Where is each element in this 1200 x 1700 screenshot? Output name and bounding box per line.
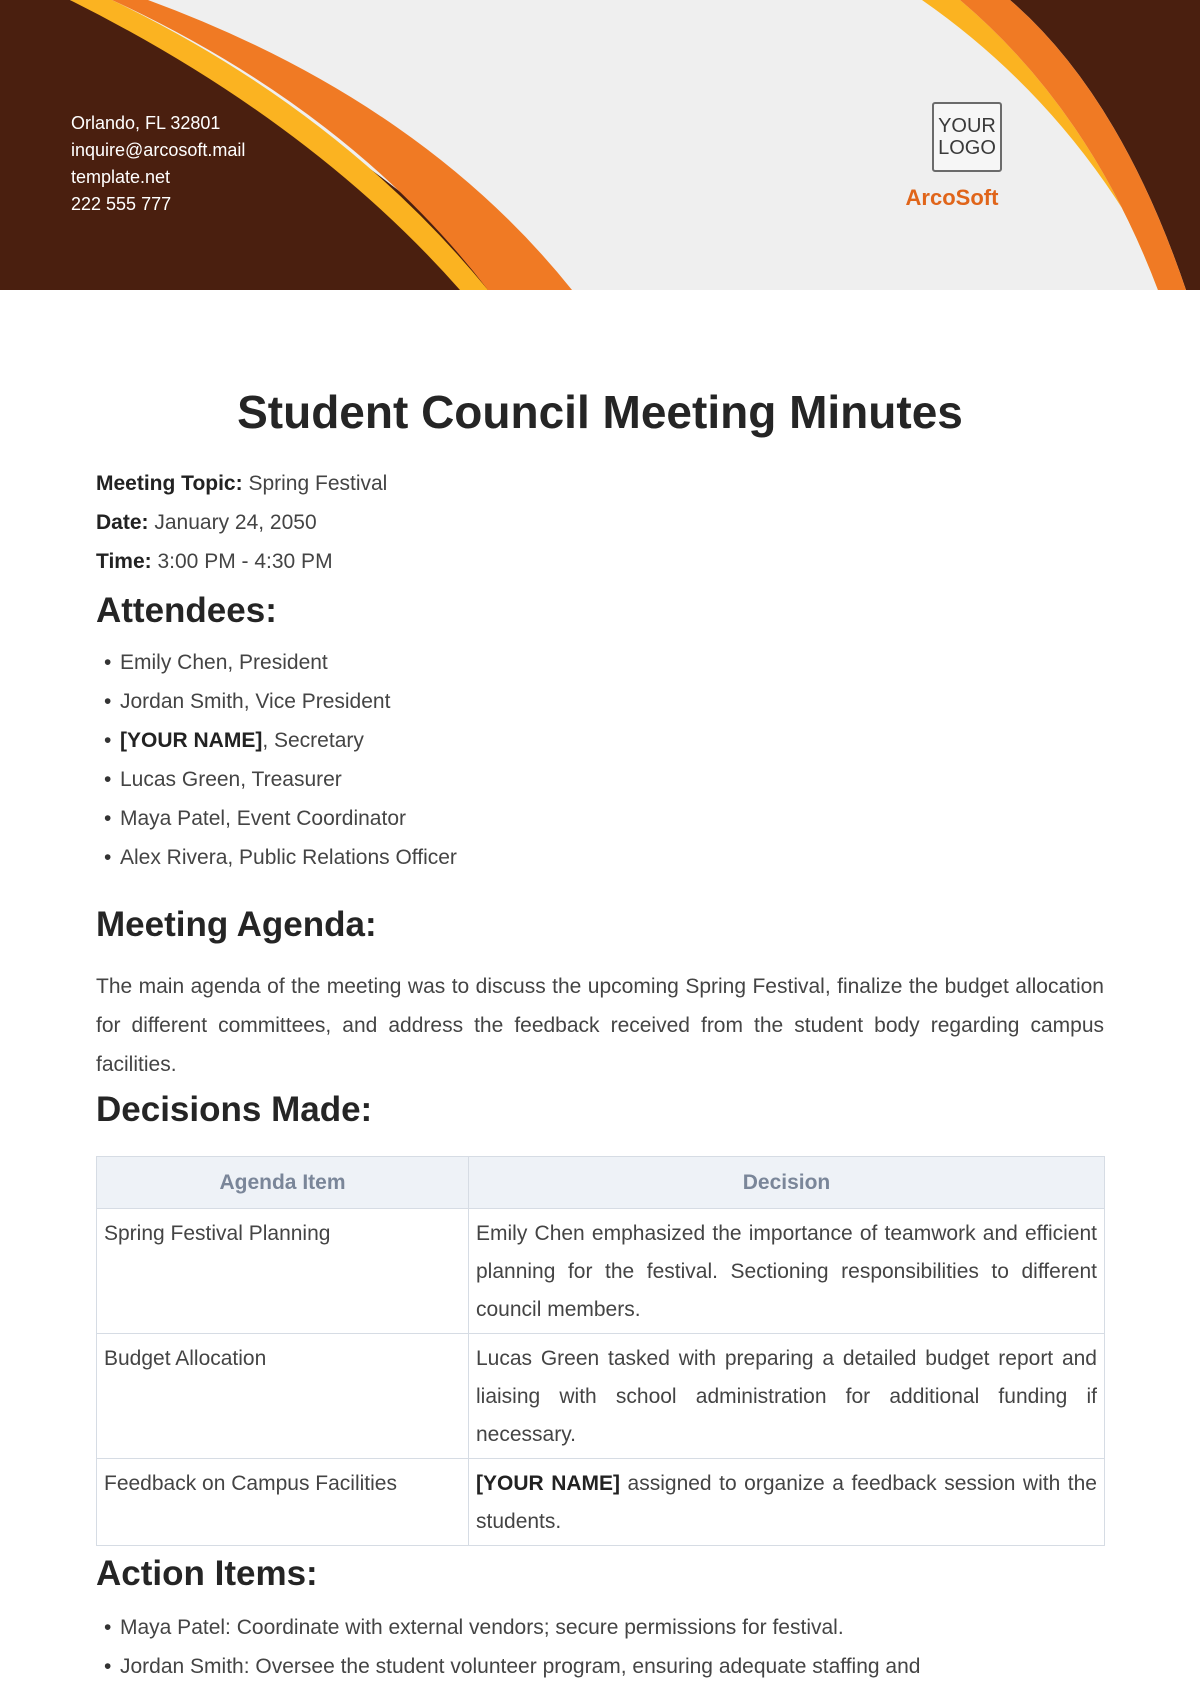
attendee-role: , Treasurer	[240, 768, 342, 791]
meeting-topic	[96, 464, 1104, 503]
column-header-agenda-item: Agenda Item	[97, 1157, 469, 1209]
decision-text: Emily Chen emphasized the importance of teamwork and efficient planning for the festival. Sectioning responsibilities to different council members.	[476, 1222, 1097, 1321]
column-header-decision: Decision	[469, 1157, 1105, 1209]
decisions-heading: Decisions Made:	[96, 1090, 373, 1129]
meeting-time-value: 3:00 PM - 4:30 PM	[157, 550, 333, 573]
decision-cell	[469, 1209, 1105, 1334]
attendee-item	[96, 643, 1104, 682]
table-row	[97, 1209, 1105, 1334]
attendees-heading: Attendees:	[96, 591, 277, 630]
table-header-row	[97, 1157, 1105, 1209]
contact-phone: 222 555 777	[71, 194, 172, 214]
action-items-list	[96, 1608, 1104, 1686]
attendee-role: , Vice President	[243, 690, 391, 713]
table-row	[97, 1459, 1105, 1546]
contact-address: Orlando, FL 32801	[71, 113, 221, 133]
attendee-name: Lucas Green	[120, 768, 241, 791]
decision-cell	[469, 1334, 1105, 1459]
attendee-name: Alex Rivera	[120, 846, 228, 869]
attendee-name-placeholder: [YOUR NAME]	[120, 729, 263, 752]
attendees-list	[96, 643, 1104, 877]
document-body	[96, 380, 1104, 1686]
attendee-item	[96, 682, 1104, 721]
agenda-paragraph: The main agenda of the meeting was to discuss the upcoming Spring Festival, finalize the budget allocation for different committees, and address the feedback received from the student body regarding campus facilities.	[96, 975, 1104, 1076]
action-item: • Jordan Smith: Oversee the student volunteer program, ensuring adequate staffing and	[96, 1647, 1104, 1686]
attendee-role: , Secretary	[262, 729, 364, 752]
meeting-date-label: Date:	[96, 511, 149, 534]
agenda-item-cell: Budget Allocation	[97, 1334, 469, 1459]
contact-block	[71, 110, 245, 218]
attendee-name: Emily Chen	[120, 651, 228, 674]
meeting-date-value: January 24, 2050	[154, 511, 317, 534]
agenda-item-cell: Feedback on Campus Facilities	[97, 1459, 469, 1546]
decision-name-placeholder: [YOUR NAME]	[476, 1472, 621, 1495]
contact-email[interactable]: inquire@arcosoft.mail	[71, 140, 246, 160]
meeting-time-label: Time:	[96, 550, 152, 573]
decision-text: assigned to organize a feedback session with the students.	[476, 1472, 1097, 1533]
table-row	[97, 1334, 1105, 1459]
attendee-item	[96, 838, 1104, 877]
agenda-item-cell: Spring Festival Planning	[97, 1209, 469, 1334]
meeting-topic-label: Meeting Topic:	[96, 472, 243, 495]
meeting-topic-value: Spring Festival	[248, 472, 388, 495]
decision-text: Lucas Green tasked with preparing a detailed budget report and liaising with school administration for additional funding if necessary.	[476, 1347, 1097, 1446]
agenda-heading: Meeting Agenda:	[96, 905, 377, 944]
attendee-name: Maya Patel	[120, 807, 226, 830]
action-item: • Maya Patel: Coordinate with external vendors; secure permissions for festival.	[96, 1608, 1104, 1647]
page-title: Student Council Meeting Minutes	[237, 386, 963, 438]
logo-line-1: YOUR	[938, 115, 996, 137]
attendee-item	[96, 799, 1104, 838]
attendee-role: , Public Relations Officer	[227, 846, 457, 869]
decision-cell	[469, 1459, 1105, 1546]
attendee-item	[96, 721, 1104, 760]
brand-name: ArcoSoft	[905, 185, 999, 210]
attendee-role: , Event Coordinator	[225, 807, 406, 830]
letterhead	[0, 0, 1200, 290]
action-items-heading: Action Items:	[96, 1554, 318, 1593]
attendee-role: , President	[227, 651, 328, 674]
contact-website[interactable]: template.net	[71, 167, 171, 187]
meeting-time	[96, 542, 1104, 581]
logo-line-2: LOGO	[938, 137, 996, 159]
attendee-name: Jordan Smith	[120, 690, 244, 713]
attendee-item	[96, 760, 1104, 799]
meeting-date	[96, 503, 1104, 542]
decisions-table	[96, 1156, 1105, 1546]
logo-placeholder	[932, 102, 1002, 172]
